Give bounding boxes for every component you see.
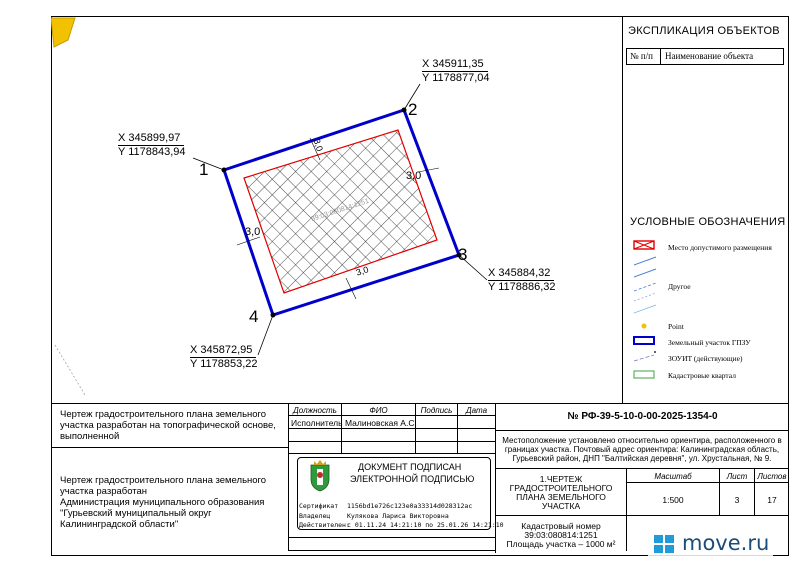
- setback-right: 3,0: [406, 170, 422, 182]
- location-description: Местоположение установлено относительно ориентира, расположенного в границах участка. Почтовый адрес ориентира: Калининградская область, Гурьевский район, ДНП "Балтийская деревня", ул. Хрустальная, № 9.: [502, 436, 782, 463]
- drawing-note-administration: Администрация муниципального образования "Гурьевский муниципальный округ Калининградской области": [60, 497, 265, 530]
- move-ru-watermark: [648, 530, 773, 556]
- parcel-area: Площадь участка – 1000 м²: [506, 539, 616, 549]
- stamp-top-line: [51, 403, 789, 404]
- sig-header-position: Должность: [293, 406, 337, 415]
- coord-x: X 345884,32: [488, 267, 554, 281]
- scale-label: Масштаб: [654, 472, 692, 481]
- legend-item-other: Другое: [668, 282, 691, 291]
- sheet-title: 1.ЧЕРТЕЖ ГРАДОСТРОИТЕЛЬНОГО ПЛАНА ЗЕМЕЛЬНОГО УЧАСТКА: [509, 474, 613, 511]
- e-signature-owner-label: Владелец: [299, 512, 331, 520]
- legend-quarter-swatch: [634, 371, 654, 378]
- sig-header-name: ФИО: [369, 406, 388, 415]
- e-signature-valid-value: с 01.11.24 14:21:10 по 25.01.26 14:21:10: [347, 521, 504, 529]
- drawing-note-developer: Чертеж градостроительного плана земельного участка разработан: [60, 475, 267, 497]
- watermark-text: move.ru: [682, 531, 770, 555]
- north-corner-marker: [51, 18, 75, 47]
- e-signature-cert-label: Сертификат: [299, 502, 339, 510]
- coord-y: Y 1178843,94: [118, 146, 186, 158]
- sheet-label: Лист: [726, 472, 748, 481]
- right-panel-divider: [622, 16, 623, 403]
- legend-point-swatch: [642, 324, 647, 329]
- parcel-id-label: 39:03:080814:1251: [310, 197, 370, 224]
- sig-header-signature: Подпись: [420, 406, 453, 415]
- sheets-value: 17: [767, 495, 777, 505]
- document-number: № РФ-39-5-10-0-00-2025-1354-0: [567, 411, 718, 422]
- coord-y: Y 1178877,04: [422, 72, 490, 84]
- cadastral-value: 39:03:080814:1251: [524, 530, 598, 540]
- coat-of-arms-icon: [308, 459, 332, 492]
- sig-row1-name: Малиновская А.С.: [345, 418, 417, 428]
- explication-title: ЭКСПЛИКАЦИЯ ОБЪЕКТОВ: [628, 25, 780, 37]
- drawing-note-topography: Чертеж градостроительного плана земельного участка разработан на топографической основе, выполненной: [60, 409, 276, 442]
- coord-label-1: [118, 132, 186, 159]
- cadastral-label: Кадастровый номер: [521, 521, 601, 531]
- coord-y: Y 1178886,32: [488, 281, 556, 293]
- legend-item-zouit: ЗОУИТ (действующие): [668, 354, 743, 363]
- e-signature-valid-label: Действителен:: [299, 521, 350, 529]
- setback-left: 3,0: [245, 226, 261, 238]
- point-number-3: 3: [458, 245, 468, 264]
- coord-label-2: [422, 58, 490, 85]
- sig-row1-position: Исполнитель: [291, 418, 343, 428]
- house-logo-icon: [652, 532, 676, 554]
- legend-symbols: [630, 235, 670, 385]
- legend-item-quarter: Кадастровые квартал: [668, 371, 736, 380]
- scale-value: 1:500: [662, 495, 684, 505]
- sheet-value: 3: [734, 495, 740, 505]
- e-signature-owner-value: Кулякова Лариса Викторовна: [347, 512, 449, 520]
- e-signature-line1: ДОКУМЕНТ ПОДПИСАН: [358, 462, 462, 472]
- legend-item-parcel: Земельный участок ГПЗУ: [668, 338, 751, 347]
- coord-label-4: [190, 344, 258, 371]
- sheets-label: Листов: [757, 472, 787, 481]
- explication-col-name: Наименование объекта: [665, 51, 754, 61]
- sig-header-date: Дата: [465, 406, 488, 415]
- e-signature-cert-value: 1156bd1e726c123e0a33314d028312ac: [347, 502, 473, 510]
- setback-top: 3,0: [311, 137, 325, 153]
- coord-label-3: [488, 267, 556, 294]
- point-number-1: 1: [199, 160, 209, 179]
- coord-x: X 345872,95: [190, 344, 256, 358]
- legend-parcel-swatch: [634, 337, 654, 344]
- coord-y: Y 1178853,22: [190, 358, 258, 370]
- coord-x: X 345911,35: [422, 58, 488, 72]
- explication-col-num: № п/п: [630, 51, 653, 61]
- setback-bottom: 3,0: [354, 264, 370, 278]
- e-signature-line2: ЭЛЕКТРОННОЙ ПОДПИСЬЮ: [350, 474, 475, 484]
- coord-x: X 345899,97: [118, 132, 184, 146]
- legend-title: УСЛОВНЫЕ ОБОЗНАЧЕНИЯ: [630, 216, 786, 228]
- legend-item-allowed: Место допустимого размещения: [668, 243, 772, 252]
- point-number-2: 2: [408, 100, 418, 119]
- legend-item-point: Point: [668, 322, 684, 331]
- point-number-4: 4: [249, 307, 259, 326]
